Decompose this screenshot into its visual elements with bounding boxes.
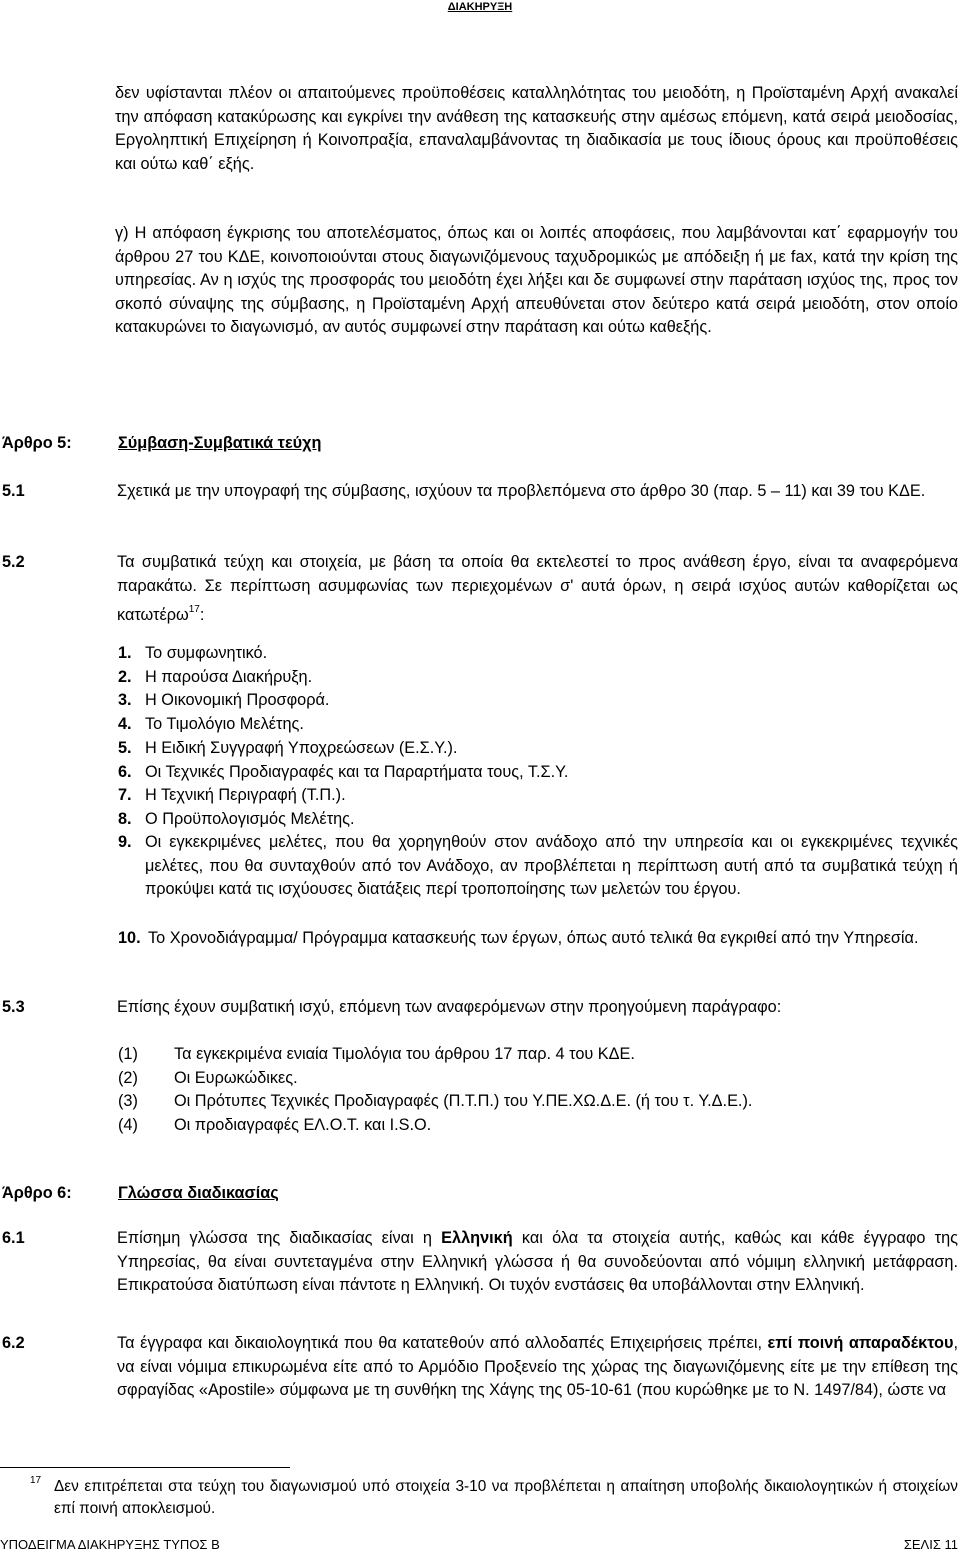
list-item-number: 3.	[118, 691, 132, 709]
list-item-number: 5.	[118, 739, 132, 757]
section-5-1	[2, 480, 958, 504]
list-item-text: Οι Τεχνικές Προδιαγραφές και τα Παραρτήματα τους, Τ.Σ.Υ.	[145, 763, 569, 781]
article-5-title: Σύμβαση-Συμβατικά τεύχη	[118, 434, 322, 452]
sub-item-text: Οι προδιαγραφές ΕΛ.Ο.Τ. και I.S.O.	[174, 1116, 432, 1134]
section-5-1-text: Σχετικά με την υπογραφή της σύμβασης, ισχύουν τα προβλεπόμενα στο άρθρο 30 (παρ. 5 – 11) και 39 του ΚΔΕ.	[117, 482, 926, 500]
section-6-2-text-pre: Τα έγγραφα και δικαιολογητικά που θα κατατεθούν από αλλοδαπές Επιχειρήσεις πρέπει,	[117, 1334, 768, 1352]
section-5-3-item	[118, 1090, 752, 1114]
section-5-3-item	[118, 1067, 298, 1091]
section-5-3-item	[118, 1114, 431, 1138]
contract-list-item	[118, 737, 958, 761]
footnote-number: 17	[30, 1475, 42, 1486]
section-5-3	[2, 996, 958, 1020]
footnote	[30, 1476, 958, 1520]
list-item-text: Το συμφωνητικό.	[145, 644, 268, 662]
page-header-title: ΔΙΑΚΗΡΥΞΗ	[447, 1, 513, 13]
section-5-2-suffix: :	[199, 606, 205, 625]
contract-list-item	[118, 808, 958, 832]
sub-item-number: (3)	[118, 1092, 138, 1110]
intro-paragraph: δεν υφίστανται πλέον οι απαιτούμενες προϋποθέσεις καταλληλότητας του μειοδότη, η Προϊσταμένη Αρχή ανακαλεί την απόφαση κατακύρωσης και εγκρίνει την ανάθεση της κατασκευής στην αμέσως επόμενη, κατά σειρά μειοδοσίας, Εργοληπτική Επιχείρηση ή Κοινοπραξία, επαναλαμβάνοντας τη διαδικασία με τους ίδιους όρους και προϋποθέσεις και ούτω καθ΄ εξής.	[115, 84, 958, 173]
list-item-text: Η παρούσα Διακήρυξη.	[145, 668, 313, 686]
contract-list-item	[118, 689, 958, 713]
contract-list-item	[118, 927, 958, 951]
article-5-label: Άρθρο 5:	[2, 434, 72, 452]
footnote-text: Δεν επιτρέπεται στα τεύχη του διαγωνισμού υπό στοιχεία 3-10 να προβλέπεται η απαίτηση υποβολής δικαιολογητικών ή στοιχείων επί ποινή αποκλεισμού.	[54, 1478, 958, 1517]
section-5-2	[2, 551, 958, 628]
list-item-text: Η Τεχνική Περιγραφή (Τ.Π.).	[145, 786, 346, 804]
list-item-number: 10.	[118, 929, 141, 947]
section-6-1-text-post: και όλα τα στοιχεία αυτής, καθώς και κάθε έγγραφο της Υπηρεσίας, θα είναι συντεταγμένα στην Ελληνική γλώσσα ή θα συνοδεύονται από νόμιμη ελληνική μετάφραση. Επικρατούσα διατύπωση είναι πάντοτε η Ελληνική. Οι τυχόν ενστάσεις θα υποβάλλονται στην Ελληνική.	[117, 1229, 958, 1295]
list-item-text: Οι εγκεκριμένες μελέτες, που θα χορηγηθούν στον ανάδοχο από την υπηρεσία και οι εγκεκριμένες τεχνικές μελέτες, που θα συνταχθούν από τον Ανάδοχο, αν προβλέπεται η περίπτωση αυτή από τα συμβατικά τεύχη ή προκύψει κατά τις ισχύουσες διατάξεις περί τροποποίησης των μελετών του έργου.	[145, 833, 958, 899]
contract-list-item	[118, 831, 958, 902]
list-item-text: Η Οικονομική Προσφορά.	[145, 691, 330, 709]
footer-page-number: ΣΕΛΙΣ 11	[903, 1537, 958, 1552]
section-5-3-item	[118, 1043, 635, 1067]
contract-list-item	[118, 713, 958, 737]
contract-list-item	[118, 642, 958, 666]
sub-item-number: (4)	[118, 1116, 138, 1134]
article-6-title: Γλώσσα διαδικασίας	[118, 1184, 279, 1202]
sub-item-text: Τα εγκεκριμένα ενιαία Τιμολόγια του άρθρου 17 παρ. 4 του ΚΔΕ.	[174, 1045, 635, 1063]
section-5-2-body	[117, 551, 958, 628]
list-item-number: 9.	[118, 833, 132, 851]
contract-list-item	[118, 784, 958, 808]
article-6-label: Άρθρο 6:	[2, 1184, 72, 1202]
footnote-divider	[0, 1467, 290, 1468]
section-5-1-number: 5.1	[2, 482, 25, 500]
section-6-2-number: 6.2	[2, 1334, 25, 1352]
paragraph-c: γ) Η απόφαση έγκρισης του αποτελέσματος, όπως και οι λοιπές αποφάσεις, που λαμβάνονται κατ΄ εφαρμογήν του άρθρου 27 του ΚΔΕ, κοινοποιούνται στους διαγωνιζόμενους ταχυδρομικώς με απόδειξη ή με fax, κατά την κρίση της υπηρεσίας. Αν η ισχύς της προσφοράς του μειοδότη έχει λήξει και δε συμφωνεί στην παράταση ισχύος της, προς τον σκοπό σύναψης της σύμβασης, η Προϊσταμένη Αρχή απευθύνεται στον δεύτερο κατά σειρά μειοδότη, στον οποίο κατακυρώνει το διαγωνισμό, αν αυτός συμφωνεί στην παράταση και ούτω καθεξής.	[115, 224, 958, 337]
sub-item-text: Οι Ευρωκώδικες.	[174, 1069, 298, 1087]
section-6-2-bold: επί ποινή απαραδέκτου	[767, 1334, 954, 1352]
section-5-3-number: 5.3	[2, 998, 25, 1016]
section-6-2-text-post: , να είναι νόμιμα επικυρωμένα είτε από το Αρμόδιο Προξενείο της χώρας της διαγωνιζόμενης είτε με την επίθεση της σφραγίδας «Apostile» σύμφωνα με τη συνθήκη της Χάγης της 05-10-61 (που κυρώθηκε με το Ν. 1497/84), ώστε να	[117, 1334, 958, 1400]
list-item-number: 1.	[118, 644, 132, 662]
section-6-1-text-pre: Επίσημη γλώσσα της διαδικασίας είναι η	[117, 1229, 442, 1247]
section-6-2-body	[117, 1332, 958, 1403]
section-5-2-number: 5.2	[2, 553, 25, 571]
list-item-number: 7.	[118, 786, 132, 804]
footnote-ref-17[interactable]: 17	[188, 604, 200, 616]
list-item-text: Το Τιμολόγιο Μελέτης.	[145, 715, 304, 733]
section-6-1-bold: Ελληνική	[441, 1229, 513, 1247]
section-5-3-text: Επίσης έχουν συμβατική ισχύ, επόμενη των αναφερόμενων στην προηγούμενη παράγραφο:	[117, 998, 782, 1016]
sub-item-number: (2)	[118, 1069, 138, 1087]
section-6-1-number: 6.1	[2, 1229, 25, 1247]
section-6-1	[2, 1227, 958, 1298]
list-item-number: 6.	[118, 763, 132, 781]
contract-list-item	[118, 761, 958, 785]
list-item-number: 8.	[118, 810, 132, 828]
list-item-number: 2.	[118, 668, 132, 686]
footer-document-title: ΥΠΟΔΕΙΓΜΑ ΔΙΑΚΗΡΥΞΗΣ ΤΥΠΟΣ Β	[0, 1537, 220, 1552]
list-item-text: Ο Προϋπολογισμός Μελέτης.	[145, 810, 355, 828]
contract-list-item	[118, 666, 958, 690]
section-5-2-text: Τα συμβατικά τεύχη και στοιχεία, με βάση τα οποία θα εκτελεστεί το προς ανάθεση έργο, είναι τα αναφερόμενα παρακάτω. Σε περίπτωση ασυμφωνίας των περιεχομένων σ' αυτά όρων, η σειρά ισχύος αυτών καθορίζεται ως κατωτέρω	[117, 553, 958, 625]
sub-item-number: (1)	[118, 1045, 138, 1063]
list-item-number: 4.	[118, 715, 132, 733]
sub-item-text: Οι Πρότυπες Τεχνικές Προδιαγραφές (Π.Τ.Π.) του Υ.ΠΕ.ΧΩ.Δ.Ε. (ή του τ. Υ.Δ.Ε.).	[174, 1092, 753, 1110]
section-6-2	[2, 1332, 958, 1403]
list-item-text: Το Χρονοδιάγραμμα/ Πρόγραμμα κατασκευής των έργων, όπως αυτό τελικά θα εγκριθεί από την Υπηρεσία.	[148, 929, 919, 947]
list-item-text: Η Ειδική Συγγραφή Υποχρεώσεων (Ε.Σ.Υ.).	[145, 739, 458, 757]
section-6-1-body	[117, 1227, 958, 1298]
